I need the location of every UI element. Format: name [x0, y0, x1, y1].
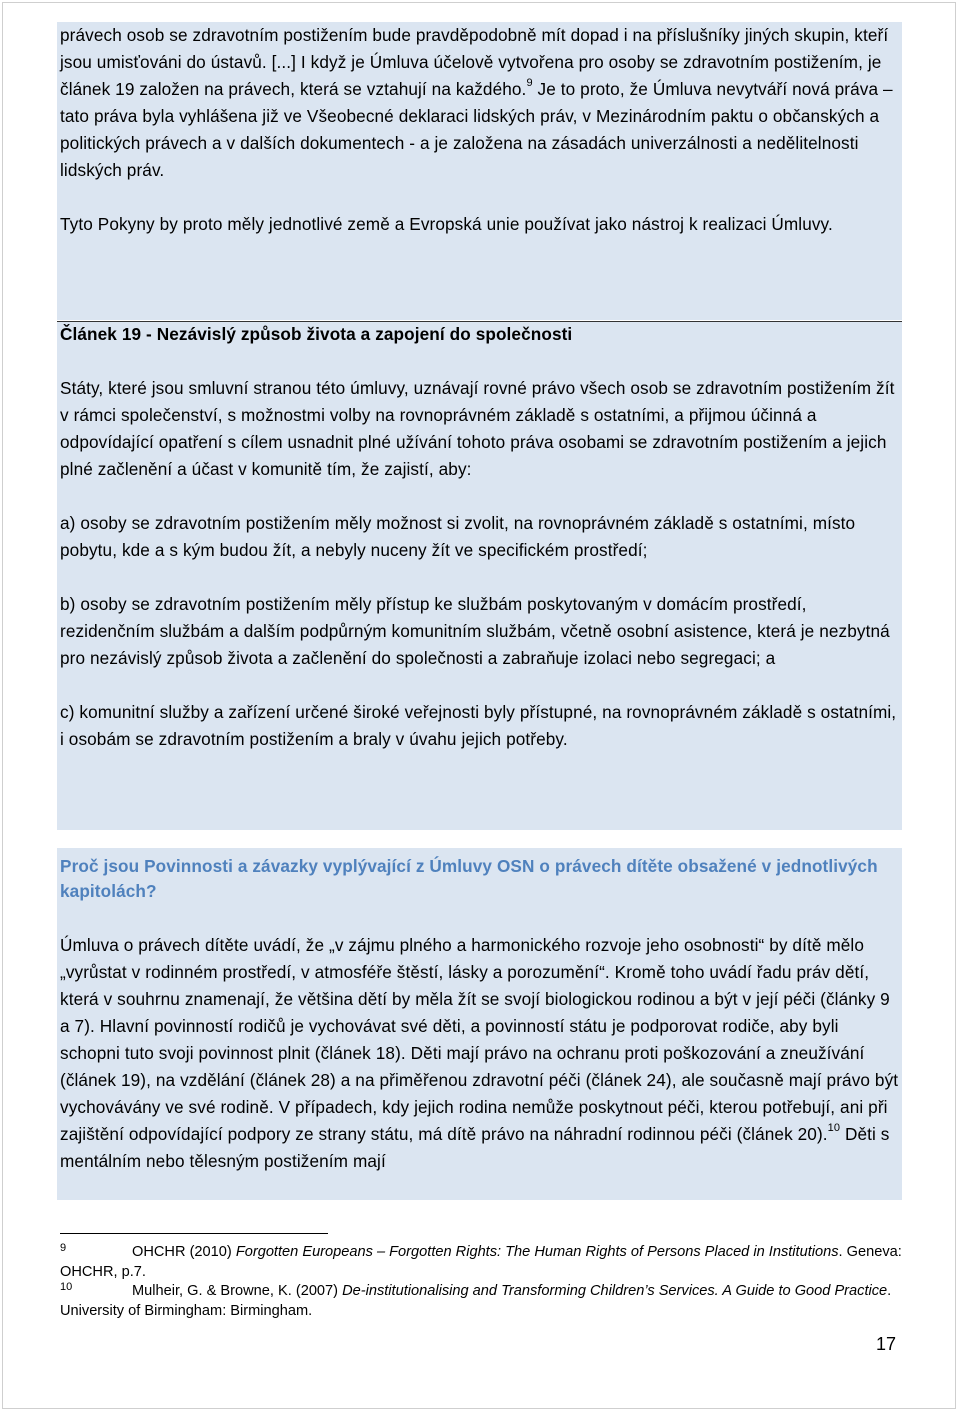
footnotes — [60, 1243, 902, 1321]
paragraph-guidelines: Tyto Pokyny by proto měly jednotlivé země a Evropská unie používat jako nástroj k realizaci Úmluvy. — [60, 214, 833, 234]
footnote-number: 10 — [60, 1281, 73, 1293]
top-block — [60, 22, 902, 238]
article-block — [60, 321, 902, 753]
page-number: 17 — [876, 1334, 897, 1354]
article-item-a: a) osoby se zdravotním postižením měly možnost si zvolit, na rovnoprávném základě s ostatními, místo pobytu, kde a s kým budou žít, a nebyly nuceny žít ve specifickém prostředí; — [60, 513, 856, 560]
section-body: Úmluva o právech dítěte uvádí, že „v zájmu plného a harmonického rozvoje jeho osobnosti“ by dítě mělo „vyrůstat v rodinném prostředí, v atmosféře štěstí, lásky a porozumění“. Kromě toho uvádí řadu práv dětí, která v souhrnu znamenají, že většina dětí by měla žít se svojí biologickou rodinou a být v její péči (články 9 a 7). Hlavní povinností rodičů je vychovávat své děti, a povinností státu je podporovat rodiče, aby byli schopni tuto svoji povinnost plnit (článek 18). Děti mají právo na ochranu proti poškozování a zneužívání (článek 19), na vzdělání (článek 28) a na přiměřenou zdravotní péči (článek 24), ale současně mají právo být vychovávány ve své rodině. V případech, kdy jejich rodina nemůže poskytnout péči, kterou potřebují, ani při zajištění odpovídající podpory ze strany státu, má dítě právo na náhradní rodinnou péči (článek 20).$^{10}$ Děti s mentálním nebo tělesným postižením mají — [60, 935, 899, 1171]
footnote-separator — [60, 1233, 328, 1234]
footnote-9: 9 OHCHR (2010) Forgotten Europeans – Forgotten Rights: The Human Rights of Persons Placed in Institutions. Geneva: OHCHR, p.7. — [60, 1243, 902, 1282]
footnote-ref-10[interactable]: 10 — [827, 1122, 841, 1135]
section-block — [60, 854, 902, 1175]
section-heading: Proč jsou Povinnosti a závazky vyplývající z Úmluvy OSN o právech dítěte obsažené v jednotlivých kapitolách? — [60, 856, 878, 901]
article-heading: Článek 19 - Nezávislý způsob života a zapojení do společnosti — [60, 324, 573, 344]
footnote-10: 10 Mulheir, G. & Browne, K. (2007) De-institutionalising and Transforming Children’s Services. A Guide to Good Practice. University of Birmingham: Birmingham. — [60, 1282, 902, 1321]
article-intro: Státy, které jsou smluvní stranou této úmluvy, uznávají rovné právo všech osob se zdravotním postižením žít v rámci společenství, s možnostmi volby na rovnoprávném základě s ostatními, a přijmou účinná a odpovídající opatření s cílem usnadnit plné užívání tohoto práva osobami se zdravotním postižením a jejich plné začlenění a účast v komunitě tím, že zajistí, aby: — [60, 378, 895, 479]
footnote-number: 9 — [60, 1242, 67, 1254]
article-item-c: c) komunitní služby a zařízení určené široké veřejnosti byly přístupné, na rovnoprávném základě s ostatními, i osobám se zdravotním postižením a braly v úvahu jejich potřeby. — [60, 702, 897, 749]
paragraph-un-convention: právech osob se zdravotním postižením bude pravděpodobně mít dopad i na příslušníky jiných skupin, kteří jsou umisťováni do ústavů. [...] I když je Úmluva účelově vytvořena pro osoby se zdravotním postižením, je článek 19 založen na právech, která se vztahují na každého.$^9$ Je to proto, že Úmluva nevytváří nová práva – tato práva byla vyhlášena již ve Všeobecné deklaraci lidských práv, v Mezinárodním paktu o občanských a politických právech a v dalších dokumentech - a je založena na zásadách univerzálnosti a nedělitelnosti lidských práv. — [60, 25, 893, 180]
article-item-b: b) osoby se zdravotním postižením měly přístup ke službám poskytovaným v domácím prostředí, rezidenčním službám a dalším podpůrným komunitním službám, včetně osobní asistence, která je nezbytná pro nezávislý způsob života a začlenění do společnosti a zabraňuje izolaci nebo segregaci; a — [60, 594, 890, 668]
footnote-ref-9[interactable]: 9 — [526, 77, 533, 90]
